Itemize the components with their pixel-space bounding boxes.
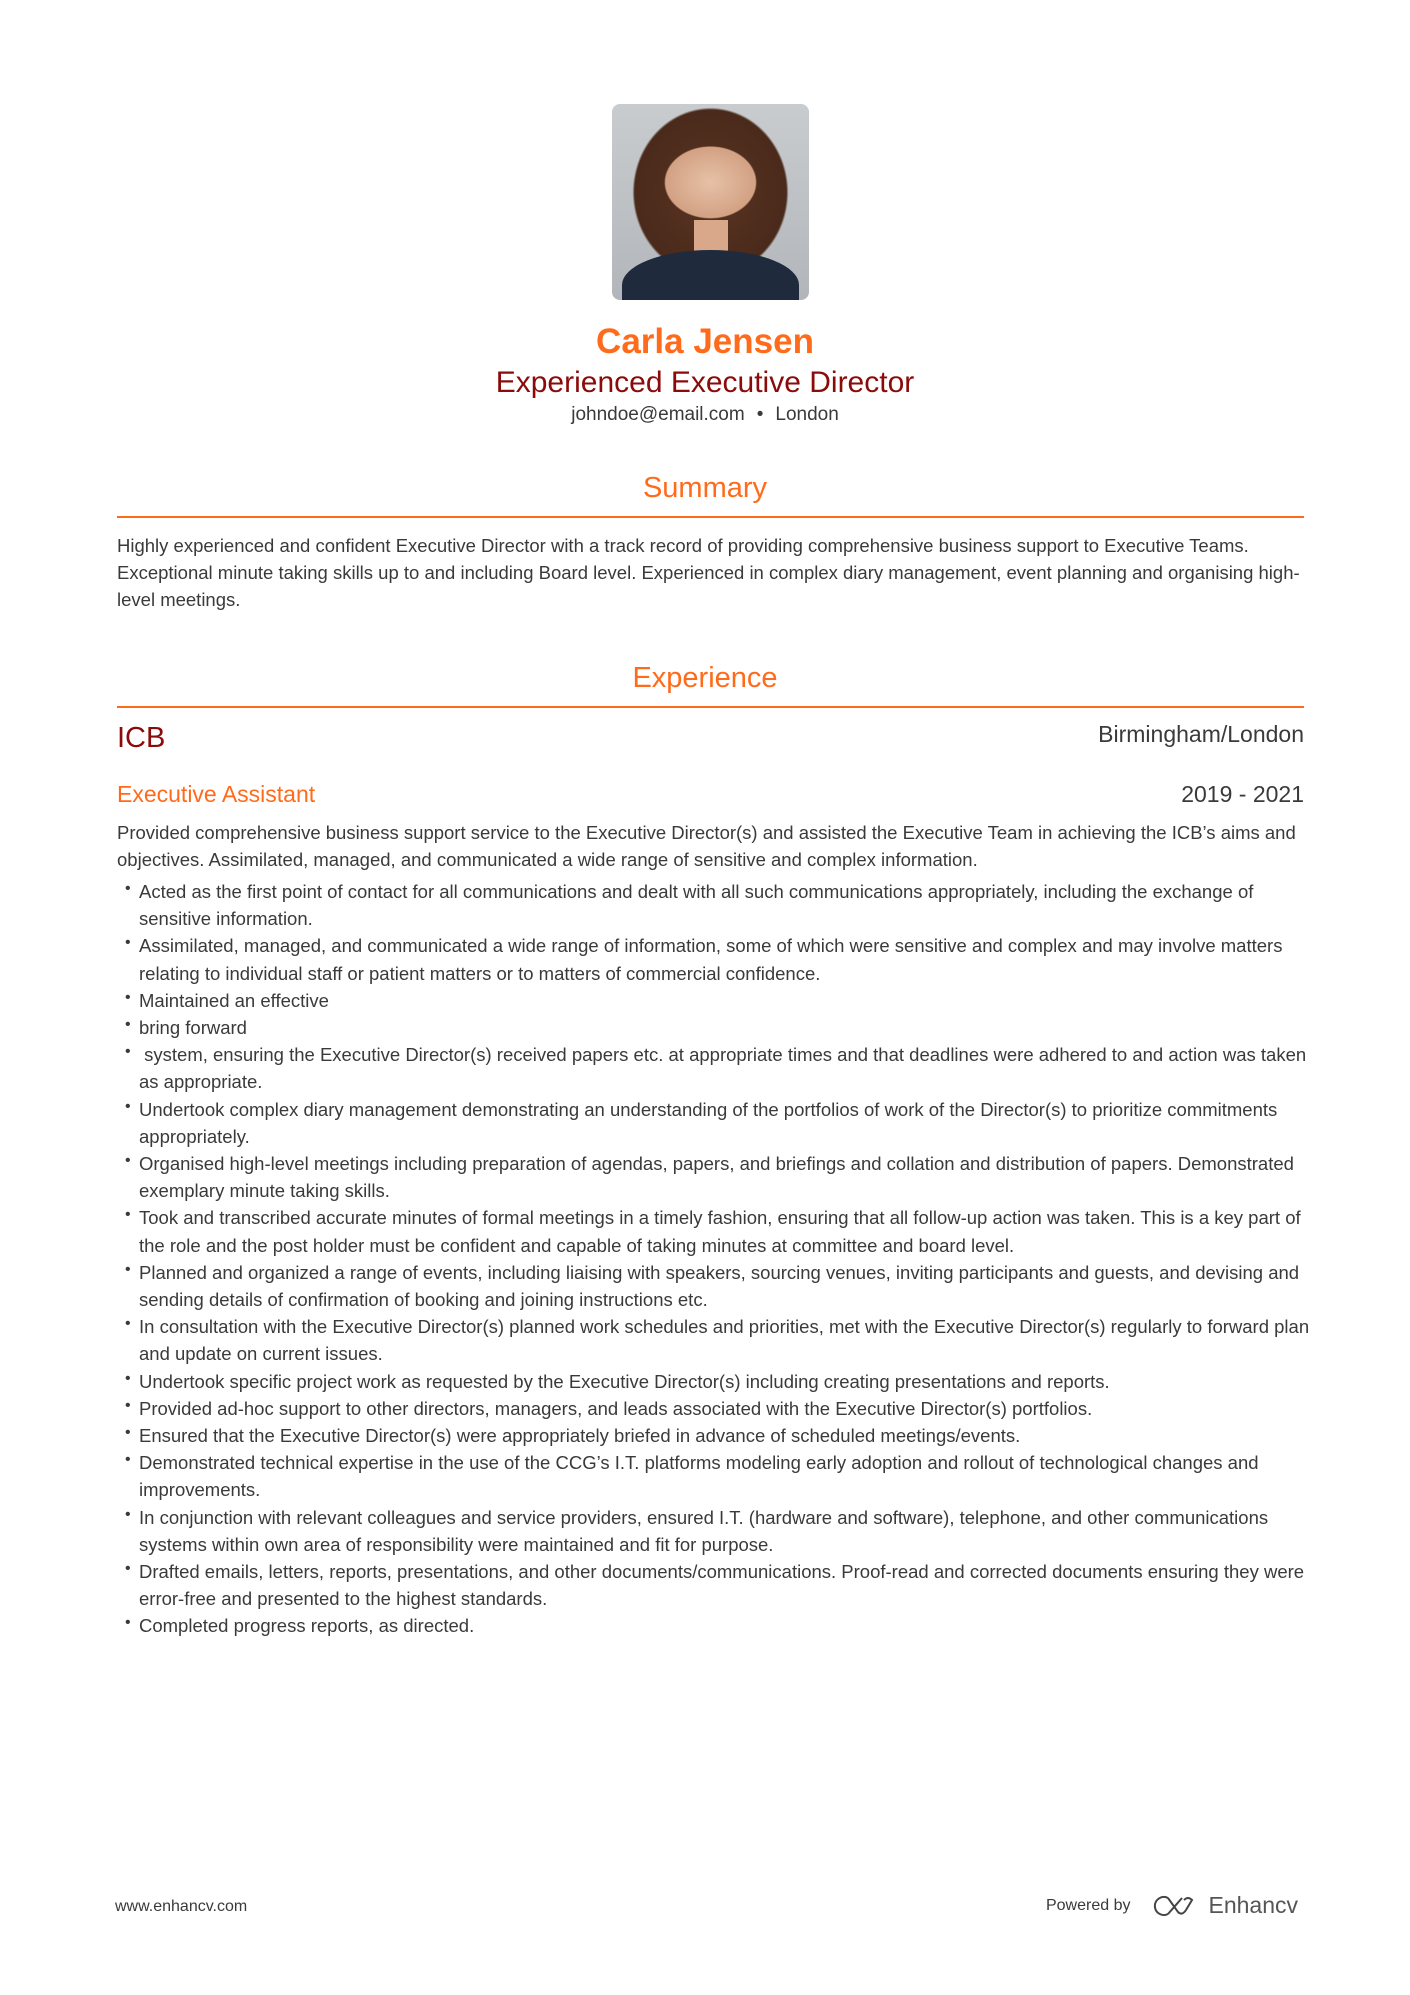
bullet-text: Drafted emails, letters, reports, presentations, and other documents/communications. Proof-read and corrected documents ensuring they were error-free and presented to the highest standards.: [139, 1561, 1310, 1610]
brand-name: Enhancv: [1208, 1892, 1298, 1918]
bullet-icon: •: [125, 1614, 131, 1632]
job-dates: 2019 - 2021: [1181, 781, 1304, 807]
bullet-text: Ensured that the Executive Director(s) were appropriately briefed in advance of scheduled meetings/events.: [139, 1425, 1021, 1447]
bullet-icon: •: [125, 1369, 131, 1387]
bullet-icon: •: [125, 1152, 131, 1170]
bullet-text: Assimilated, managed, and communicated a wide range of information, some of which were sensitive and complex and may involve matters relating to individual staff or patient matters or to matters of commercial confidence.: [139, 935, 1288, 984]
bullet-text: Demonstrated technical expertise in the use of the CCG’s I.T. platforms modeling early adoption and rollout of technological changes and improvements.: [139, 1452, 1264, 1501]
bullet-item: [117, 878, 1312, 932]
separator: •: [756, 404, 764, 425]
bullet-icon: •: [125, 1043, 131, 1061]
bullet-item: [117, 1041, 1312, 1095]
powered-by-label: Powered by: [1045, 1896, 1131, 1914]
contact-line: [0, 404, 1410, 426]
bullet-text: Organised high-level meetings including preparation of agendas, papers, and briefings and collation and distribution of papers. Demonstrated exemplary minute taking skills.: [139, 1153, 1300, 1202]
bullet-text: Acted as the first point of contact for all communications and dealt with all such communications appropriately, including the exchange of sensitive information.: [139, 881, 1259, 930]
bullet-icon: •: [125, 1396, 131, 1414]
bullet-item: [117, 1150, 1312, 1204]
bullet-item: [117, 932, 1312, 986]
bullet-text: In consultation with the Executive Director(s) planned work schedules and priorities, met with the Executive Director(s) regularly to forward plan and update on current issues.: [139, 1316, 1315, 1365]
bullet-icon: •: [125, 1560, 131, 1578]
company-name: ICB: [117, 722, 166, 754]
bullet-text: Maintained an effective: [139, 989, 329, 1011]
candidate-name: Carla Jensen: [596, 322, 814, 361]
bullet-text: system, ensuring the Executive Director(s) received papers etc. at appropriate times and that deadlines were adhered to and action was taken as appropriate.: [139, 1044, 1312, 1093]
bullet-text: In conjunction with relevant colleagues and service providers, ensured I.T. (hardware and software), telephone, and other communications systems within own area of responsibility were maintained and fit for purpose.: [139, 1506, 1274, 1555]
bullet-icon: •: [125, 1097, 131, 1115]
bullet-text: Took and transcribed accurate minutes of formal meetings in a timely fashion, ensuring that all follow-up action was taken. This is a key part of the role and the post holder must be confident and capable of taking minutes at committee and board level.: [139, 1207, 1306, 1256]
bullet-text: Undertook complex diary management demonstrating an understanding of the portfolios of work of the Director(s) to prioritize commitments appropriately.: [139, 1098, 1283, 1147]
bullet-icon: •: [125, 1451, 131, 1469]
bullet-icon: •: [125, 934, 131, 952]
job-location: Birmingham/London: [1098, 721, 1304, 747]
bullet-icon: •: [125, 1424, 131, 1442]
bullet-item: [117, 1612, 1312, 1639]
bullet-item: [117, 1014, 1312, 1041]
bullet-text: Provided ad-hoc support to other directors, managers, and leads associated with the Executive Director(s) portfolios.: [139, 1397, 1093, 1419]
bullet-item: [117, 1395, 1312, 1422]
bullet-item: [117, 1558, 1312, 1612]
experience-divider: [117, 706, 1304, 708]
bullet-text: Undertook specific project work as requested by the Executive Director(s) including creating presentations and reports.: [139, 1370, 1110, 1392]
summary-heading: Summary: [642, 472, 768, 504]
bullet-text: Planned and organized a range of events, including liaising with speakers, sourcing venues, inviting participants and guests, and devising and sending details of confirmation of booking and joining instructions etc.: [139, 1261, 1305, 1311]
job-role: Executive Assistant: [117, 781, 316, 807]
bullet-item: [117, 1368, 1312, 1395]
profile-photo: [612, 104, 809, 300]
bullet-icon: •: [125, 1206, 131, 1224]
email[interactable]: johndoe@email.com: [571, 404, 745, 425]
bullet-item: [117, 1096, 1312, 1150]
bullet-icon: •: [125, 880, 131, 897]
bullet-item: [117, 1504, 1312, 1558]
bullet-item: [117, 1204, 1312, 1258]
bullet-item: [117, 1449, 1312, 1503]
bullet-item: [117, 987, 1312, 1014]
experience-heading: Experience: [632, 662, 778, 694]
bullet-text: Completed progress reports, as directed.: [139, 1615, 475, 1637]
enhancv-logo[interactable]: [1152, 1892, 1298, 1919]
candidate-title: Experienced Executive Director: [495, 366, 915, 399]
bullet-icon: •: [125, 1505, 131, 1523]
enhancv-logo-icon: [1152, 1894, 1198, 1918]
job-bullets: [117, 878, 1315, 1640]
summary-divider: [117, 516, 1304, 518]
location: London: [775, 404, 839, 425]
footer-powered-by: [1046, 1892, 1298, 1919]
job-description: Provided comprehensive business support service to the Executive Director(s) and assisted the Executive Team in achieving the ICB’s aims and objectives. Assimilated, managed, and communicated a wide range of sensitive and complex information.: [117, 822, 1296, 871]
bullet-icon: •: [125, 1315, 131, 1333]
bullet-item: [117, 1259, 1312, 1313]
summary-text: Highly experienced and confident Executive Director with a track record of providing comprehensive business support to Executive Teams. Exceptional minute taking skills up to and including Board level. Experienced in complex diary management, event planning and organising high-level meetings.: [117, 535, 1300, 611]
bullet-item: [117, 1313, 1315, 1367]
bullet-text: bring forward: [139, 1017, 247, 1039]
bullet-icon: •: [125, 1016, 131, 1034]
bullet-icon: •: [125, 988, 131, 1006]
bullet-icon: •: [125, 1260, 131, 1278]
footer-website[interactable]: www.enhancv.com: [115, 1898, 248, 1915]
bullet-item: [117, 1422, 1312, 1449]
